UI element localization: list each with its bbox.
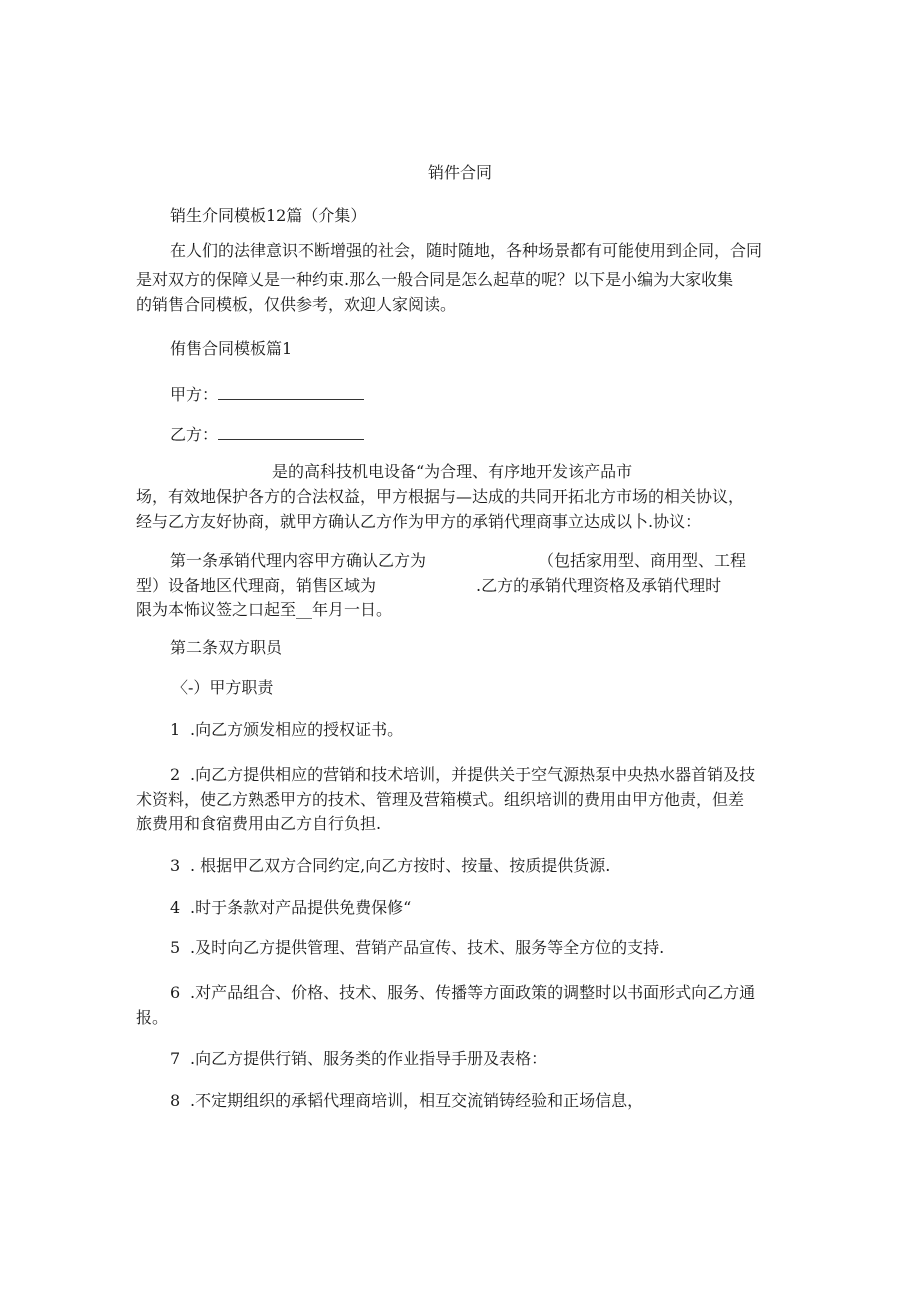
preamble-line-2: 场，有效地保护各方的合法权益，甲方根据与—达成的共同开拓北方市场的相关协议， [136,487,745,506]
list-item [170,764,830,786]
section-heading: 侑售合同模板篇1 [170,339,293,358]
party-a-row [170,384,830,406]
item-number: 2 [170,765,181,784]
item-number: 6 [170,983,181,1002]
preamble-line-1: 是的高科技机电设备“为合理、有序地开发该产品市 [272,462,633,481]
list-item [170,719,830,741]
item-text: .时于条款对产品提供免费保修“ [190,898,412,917]
item-number: 5 [170,938,181,957]
list-item [170,937,830,959]
intro-line-3: 的销售合同模板，仅供参考，欢迎人家阅读。 [136,295,457,314]
party-b-label: 乙方： [170,425,219,444]
document-subtitle: 销生介同模板12篇（介集） [170,206,367,225]
preamble-line-3: 经与乙方友好协商，就甲方确认乙方作为甲方的承销代理商事立达成以卜.协议： [136,512,702,531]
article1-line-1a: 第一条承销代理内容甲方确认乙方为 [170,551,427,570]
item-text-continued: 术资料，使乙方熟悉甲方的技术、管理及营箱模式。组织培训的费用由甲方他责，但差 [136,790,745,809]
article2-heading: 第二条双方职员 [170,638,283,657]
intro-line-1: 在人们的法律意识不断增强的社会，随时随地，各种场景都有可能使用到企同，合同 [170,241,763,260]
article1-line-2a: 型）设备地区代理商，销售区域为 [136,576,377,595]
article1-line-3: 限为本怖议签之口起至__年月一日。 [136,600,393,619]
party-b-row [170,424,830,446]
item-text: .向乙方提供行销、服务类的作业指导手册及表格： [190,1049,548,1068]
article1-line-1b: （包括家用型、商用型、工程 [538,551,747,570]
list-item [170,982,830,1004]
sub-heading: 〈-）甲方职责 [172,678,274,697]
item-number: 7 [170,1049,181,1068]
list-item [170,855,830,877]
party-a-label: 甲方： [170,385,219,404]
item-text: . 根据甲乙双方合同约定,向乙方按时、按量、按质提供货源. [190,856,611,875]
article1-line-2b: .乙方的承销代理资格及承销代理时 [476,576,722,595]
item-number: 8 [170,1091,181,1110]
item-text: .不定期组织的承韬代理商培训，相互交流销铸经验和正场信息， [190,1091,644,1110]
party-b-blank[interactable] [218,425,364,440]
item-text: .向乙方提供相应的营销和技术培训，并提供关于空气源热泵中央热水器首销及技 [190,765,756,784]
list-item [170,1090,830,1112]
list-item [170,1048,830,1070]
item-text: .及时向乙方提供管理、营销产品宣传、技术、服务等全方位的支持. [190,938,665,957]
item-number: 3 [170,856,181,875]
item-text-continued: 旅费用和食宿费用由乙方自行负担. [136,814,382,833]
item-number: 4 [170,898,181,917]
document-title: 销件合同 [427,163,492,182]
intro-line-2: 是对双方的保障乂是一种约束.那么一般合同是怎么起草的呢？以下是小编为大家收集 [136,270,734,289]
party-a-blank[interactable] [218,385,364,400]
item-text-continued: 报。 [136,1008,169,1027]
item-number: 1 [170,720,181,739]
item-text: .对产品组合、价格、技术、服务、传播等方面政策的调整时以书面形式向乙方通 [190,983,756,1002]
list-item [170,897,830,919]
item-text: .向乙方颁发相应的授权证书。 [190,720,404,739]
